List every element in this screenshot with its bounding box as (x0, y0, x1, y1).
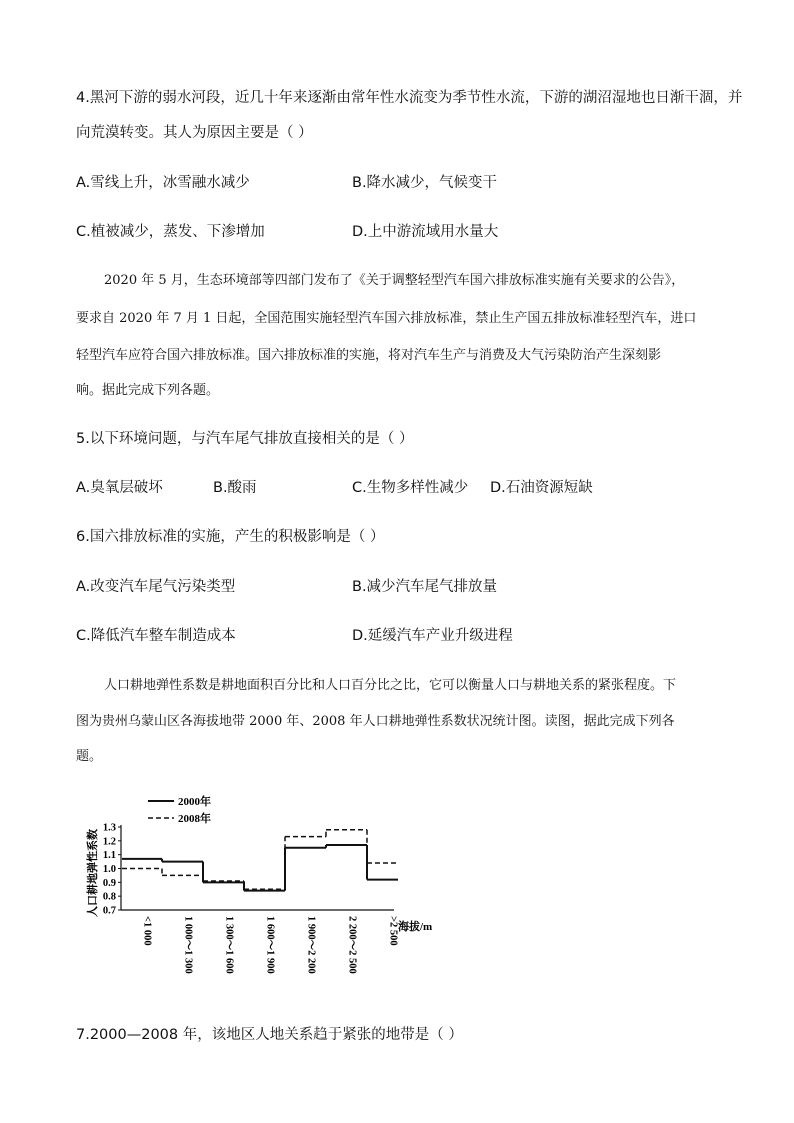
y-tick-label: 0.9 (102, 877, 116, 889)
passage1-line4: 响。据此完成下列各题。 (76, 383, 220, 398)
q4-stem-line2: 向荒漠转变。其人为原因主要是（ ） (76, 125, 313, 141)
y-tick-label: 0.8 (102, 891, 116, 903)
x-tick-label: 1 900～2 200 (305, 916, 317, 974)
y-tick-label: 0.7 (102, 905, 116, 917)
x-tick-label: 1 600～1 900 (264, 916, 276, 974)
q5-option-d: D.石油资源短缺 (490, 480, 593, 496)
q4-stem-line1: 4.黑河下游的弱水河段，近几十年来逐渐由常年性水流变为季节性水流，下游的湖沼湿地也日渐干涸，并 (76, 90, 743, 106)
passage1-line1: 2020 年 5 月，生态环境部等四部门发布了《关于调整轻型汽车国六排放标准实施有关要求的公告》， (104, 273, 685, 288)
q4-option-b: B.降水减少，气候变干 (352, 175, 498, 191)
x-axis-label: 海拔/m (398, 921, 433, 933)
y-tick-label: 1.2 (102, 836, 116, 848)
x-tick-label: 1 300～1 600 (223, 916, 235, 974)
passage1-line3: 轻型汽车应符合国六排放标准。国六排放标准的实施，将对汽车生产与消费及大气污染防治产生深刻影 (76, 348, 662, 363)
x-tick-label: >2 500 (387, 916, 399, 946)
legend-label-2008: 2008年 (178, 813, 211, 825)
passage2-line1: 人口耕地弹性系数是耕地面积百分比和人口百分比之比，它可以衡量人口与耕地关系的紧张程度。下 (104, 678, 677, 693)
x-tick-label: <1 000 (141, 916, 153, 946)
x-tick-label: 2 200～2 500 (346, 916, 358, 974)
q6-option-d: D.延缓汽车产业升级进程 (352, 628, 513, 644)
passage2-line3: 题。 (76, 749, 103, 764)
q5-option-c: C.生物多样性减少 (352, 480, 469, 496)
q4-option-d: D.上中游流域用水量大 (352, 224, 499, 240)
legend-label-2000: 2000年 (178, 796, 211, 808)
y-tick-label: 1.1 (102, 850, 116, 862)
y-axis-label: 人口耕地弹性系数 (87, 829, 99, 917)
q6-option-c: C.降低汽车整车制造成本 (76, 628, 236, 644)
y-tick-label: 1.0 (102, 864, 116, 875)
elasticity-chart (76, 788, 456, 1003)
q6-stem: 6.国六排放标准的实施，产生的积极影响是（ ） (76, 529, 385, 545)
q5-stem: 5.以下环境问题，与汽车尾气排放直接相关的是（ ） (76, 431, 414, 447)
q5-option-b: B.酸雨 (213, 480, 257, 496)
chart-legend (148, 794, 211, 825)
q6-option-b: B.减少汽车尾气排放量 (352, 579, 498, 595)
x-tick-label: 1 000～1 300 (182, 916, 194, 974)
y-tick-label: 1.3 (102, 822, 116, 834)
passage2-line2: 图为贵州乌蒙山区各海拔地带 2000 年、2008 年人口耕地弹性系数状况统计图。读图，据此完成下列各 (76, 714, 675, 729)
q5-option-a: A.臭氧层破坏 (76, 480, 163, 496)
q4-option-a: A.雪线上升，冰雪融水减少 (76, 175, 250, 191)
q6-option-a: A.改变汽车尾气污染类型 (76, 579, 236, 595)
passage1-line2: 要求自 2020 年 7 月 1 日起，全国范围实施轻型汽车国六排放标准，禁止生产国五排放标准轻型汽车，进口 (76, 311, 697, 326)
q7-stem: 7.2000—2008 年，该地区人地关系趋于紧张的地带是（ ） (76, 1027, 463, 1043)
q4-option-c: C.植被减少，蒸发、下渗增加 (76, 224, 265, 240)
